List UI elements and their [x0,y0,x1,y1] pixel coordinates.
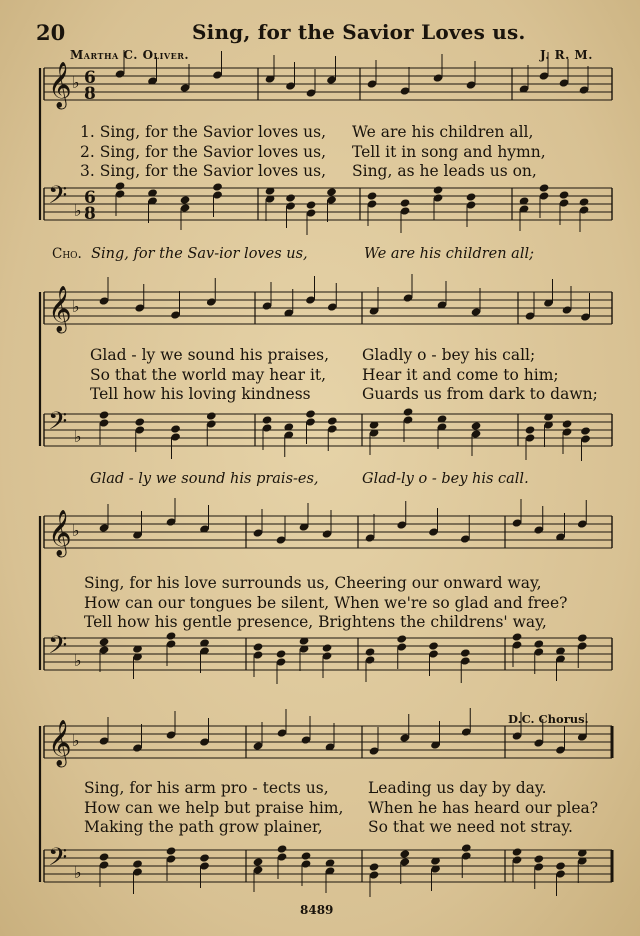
note-head [276,649,287,658]
note-head [466,192,477,201]
time-signature-top: 6 [84,188,96,208]
treble-clef: 𝄞 [48,62,72,108]
note-head [206,411,217,420]
verse-2-line-d: Hear it and come to him; [362,366,559,384]
note-head [301,851,312,860]
note-head [285,193,296,202]
key-flat: ♭ [72,521,80,540]
note-head [305,409,316,418]
key-flat: ♭ [72,731,80,750]
note-head [396,634,407,643]
verse-3-line-f: Making the path grow plainer, [84,818,323,836]
time-signature-bottom: 8 [84,204,96,224]
note-head [365,647,376,656]
note-head [367,191,378,200]
key-flat: ♭ [74,427,82,446]
verse-2-line-a: 2. Sing, for the Savior loves us, [80,143,326,161]
bass-clef: 𝄢 [48,631,68,666]
chorus-line-2b: Glad-ly o - bey his call. [362,471,529,487]
page-number: 20 [36,20,66,45]
verse-1-line-a: 1. Sing, for the Savior loves us, [80,123,326,141]
chorus-line-2a: Glad - ly we sound his prais-es, [90,471,319,487]
note-head [471,421,482,430]
note-head [533,854,544,863]
note-head [253,642,264,651]
note-head [327,416,338,425]
verse-2-line-g: When he has heard our plea? [368,799,599,817]
bass-clef: 𝄢 [48,181,68,216]
note-head [533,639,544,648]
key-flat: ♭ [72,297,80,316]
verse-3-line-a: 3. Sing, for the Savior loves us, [80,162,326,180]
note-head [99,410,110,419]
verse-2-line-f: How can we help but praise him, [84,799,344,817]
note-head [132,859,143,868]
note-head [322,643,333,652]
note-head [369,862,380,871]
note-head [525,425,536,434]
note-head [539,183,550,192]
note-head [99,852,110,861]
note-head [326,187,337,196]
note-head [460,648,471,657]
key-flat: ♭ [74,651,82,670]
verse-1-line-d: Gladly o - bey his call; [362,346,536,364]
note-head [555,861,566,870]
note-head [262,415,273,424]
verse-2-line-c: So that the world may hear it, [90,366,327,384]
note-head [579,197,590,206]
treble-clef: 𝄞 [48,720,72,766]
verse-2-line-b: Tell it in song and hymn, [352,143,546,161]
note-head [580,426,591,435]
note-head [400,198,411,207]
note-head [277,844,288,853]
verse-1-line-e: Sing, for his love surrounds us, Cheering our onward way, [84,574,542,592]
note-head [428,641,439,650]
note-head [199,853,210,862]
note-head [166,631,177,640]
note-head [166,846,177,855]
note-head [212,182,223,191]
note-head [512,847,523,856]
lyricist: Martha C. Oliver. [70,48,190,62]
chorus-line-1a: Cho. Sing, for the Sav-ior loves us, [52,246,308,262]
dc-chorus-direction: D.C. Chorus. [508,712,589,726]
note-head [399,849,410,858]
verse-3-line-c: Tell how his loving kindness [90,385,311,403]
verse-3-line-d: Guards us from dark to dawn; [362,385,598,403]
note-head [433,185,444,194]
verse-1-line-g: Leading us day by day. [368,779,547,797]
verse-1-line-b: We are his children all, [352,123,534,141]
note-head [99,637,110,646]
treble-clef: 𝄞 [48,510,72,556]
note-head [253,857,264,866]
note-head [562,419,573,428]
note-head [512,632,523,641]
hymn-title: Sing, for the Savior Loves us. [192,20,526,44]
chorus-line-1b: We are his children all; [364,246,534,262]
note-head [577,633,588,642]
key-flat: ♭ [72,73,80,92]
bass-clef: 𝄢 [48,843,68,878]
note-head [403,407,414,416]
plate-number: 8489 [300,903,334,917]
verse-1-line-f: Sing, for his arm pro - tects us, [84,779,329,797]
bass-clef: 𝄢 [48,407,68,442]
verse-2-line-e: How can our tongues be silent, When we're so glad and free? [84,594,568,612]
note-head [115,181,126,190]
treble-clef: 𝄞 [48,286,72,332]
note-head [170,424,181,433]
note-head [180,195,191,204]
note-head [134,417,145,426]
verse-3-line-b: Sing, as he leads us on, [352,162,537,180]
time-signature-top: 6 [84,68,96,88]
time-signature-bottom: 8 [84,84,96,104]
note-head [559,190,570,199]
verse-1-line-c: Glad - ly we sound his praises, [90,346,330,364]
verse-3-line-g: So that we need not stray. [368,818,573,836]
verse-3-line-e: Tell how his gentle presence, Brightens the childrens' way, [84,613,547,631]
composer: J. R. M. [540,48,593,62]
note-head [461,843,472,852]
note-head [306,200,317,209]
key-flat: ♭ [74,863,82,882]
key-flat: ♭ [74,201,82,220]
